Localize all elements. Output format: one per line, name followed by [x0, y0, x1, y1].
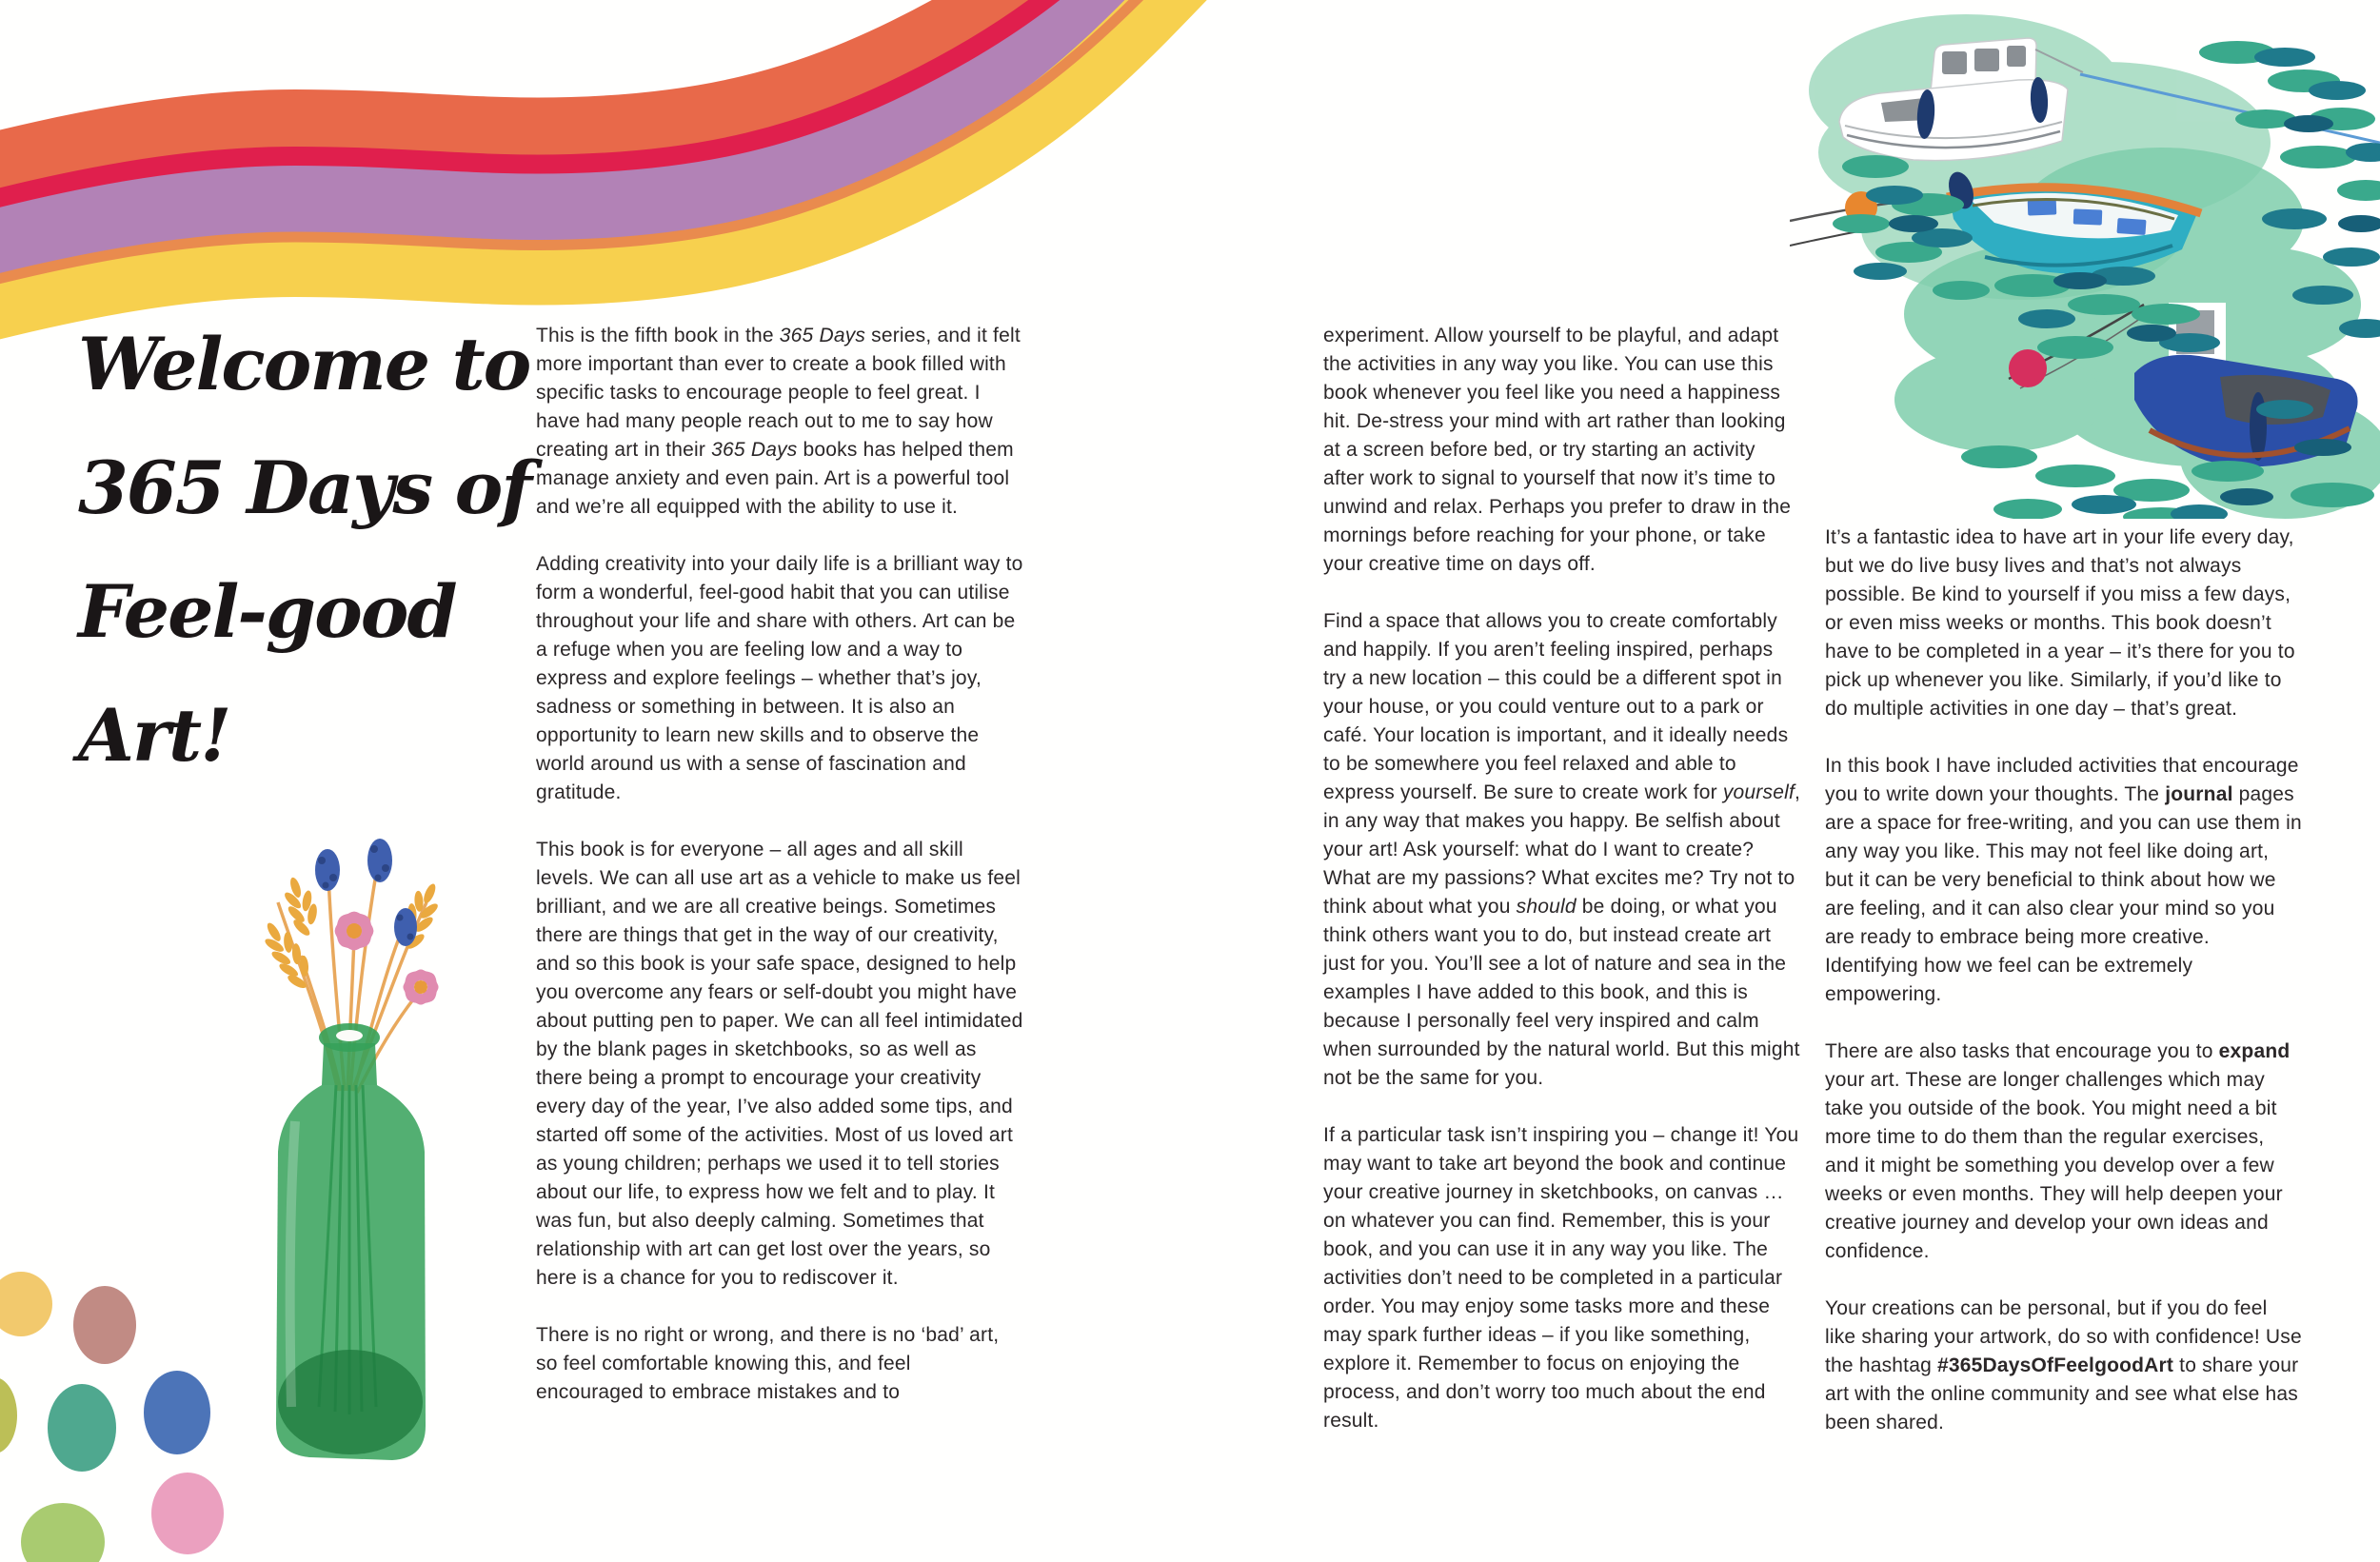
left-page-column — [536, 322, 1023, 1435]
rainbow-bands — [0, 0, 1328, 324]
paragraph: Adding creativity into your daily life is a brilliant way to form a wonderful, feel-good habit that you can utilise throughout your life and share with others. Art can be a refuge when you are feeling low and a way to express and explore feelings – whether that’s joy, sadness or something in between. It is also an opportunity to learn new skills and to observe the world around us with a sense of fascination and gratitude. — [536, 553, 1023, 803]
paint-dot-teal — [48, 1384, 116, 1472]
rowboat-seat — [2028, 199, 2057, 215]
bottle-neck — [322, 1043, 377, 1085]
pink-buoy — [2009, 349, 2047, 387]
flower-vase-illustration — [238, 836, 447, 1473]
green-bottle — [276, 1023, 426, 1460]
cabin-window — [1974, 49, 1999, 71]
paragraph: There is no right or wrong, and there is no ‘bad’ art, so feel comfortable knowing this, and feel encouraged to embrace mistakes and to — [536, 1324, 1000, 1403]
paint-dot-pink — [151, 1473, 224, 1554]
paragraph: This is the fifth book in the 365 Days series, and it felt more important than ever to create a book filled with specific tasks to encourage people to feel great. I have had many people reach out to me to say how creating art in their 365 Days books has helped them manage anxiety and even pain. Art is a powerful tool and we’re all equipped with the ability to use it. — [536, 325, 1021, 518]
paint-dot-green — [21, 1503, 105, 1562]
bottle-base-shadow — [278, 1350, 423, 1454]
title-line: Welcome to — [78, 322, 530, 406]
title-line: 365 Days of — [78, 445, 531, 530]
bottle-opening — [336, 1030, 363, 1041]
paint-dot-rose — [73, 1286, 136, 1364]
paragraph: Your creations can be personal, but if you do feel like sharing your artwork, do so with confidence! Use the hashtag #365DaysOfFeelgoodArt to share your art with the online community and see what else has been shared. — [1825, 1297, 2302, 1433]
rowboat-seat — [2073, 208, 2103, 225]
harbour-boats-illustration — [1790, 0, 2380, 519]
title-line: Art! — [78, 693, 230, 778]
paragraph: In this book I have included activities that encourage you to write down your thoughts. The journal pages are a space for free-writing, and you can use them in any way you like. This may not feel like doing art, but it can be very beneficial to think about how we are feeling, and it can also clear your mind so you are ready to embrace being more creative. Identifying how we feel can be extremely empowering. — [1825, 755, 2302, 1005]
right-page-column-right — [1825, 524, 2303, 1466]
paint-dot-yellow — [0, 1272, 52, 1336]
paint-dots-illustration — [0, 1256, 248, 1562]
page-title — [78, 303, 530, 798]
title-line: Feel-good — [78, 569, 456, 654]
rowboat-seat — [2116, 218, 2146, 235]
paint-dot-blue — [144, 1371, 210, 1454]
paragraph: There are also tasks that encourage you to expand your art. These are longer challenges which may take you outside of the book. You might need a bit more time to do them than the regular exercises, and it might be something you develop over a few weeks or even months. They will help deepen your creative journey and develop your own ideas and confidence. — [1825, 1040, 2291, 1262]
rudder — [2250, 392, 2267, 461]
paragraph: If a particular task isn’t inspiring you – change it! You may want to take art beyond the book and continue your creative journey in sketchbooks, on canvas … on whatever you can find. Remember, this is your book, and you can use it in any way you like. The activities don’t need to be completed in a particular order. You may enjoy some tasks more and these may spark further ideas – if you like something, explore it. Remember to focus on enjoying the process, and don’t worry too much about the end result. — [1323, 1124, 1799, 1432]
paragraph: experiment. Allow yourself to be playful, and adapt the activities in any way you like. You can use this book whenever you feel like you need a happiness hit. De-stress your mind with art rather than looking at a screen before bed, or try starting an activity after work to signal to yourself that now it’s time to unwind and relax. Perhaps you prefer to draw in the mornings before reaching for your phone, or take your creative time on days off. — [1323, 325, 1792, 575]
paint-dot-olive — [0, 1377, 17, 1453]
cabin-window — [2007, 46, 2026, 67]
right-page-column-left — [1323, 322, 1801, 1464]
paragraph: This book is for everyone – all ages and all skill levels. We can all use art as a vehicle to make us feel brilliant, and we are all creative beings. Sometimes there are things that get in the way of our creativity, and so this book is your safe space, designed to help you overcome any fears or self-doubt you might have about putting pen to paper. We can all feel intimidated by the blank pages in sketchbooks, so as well as there being a prompt to encourage your creativity every day of the year, I’ve also added some tips, and started off some of the activities. Most of us loved art as young children; perhaps we used it to tell stories about our life, to express how we felt and to play. It was fun, but also deeply calming. Sometimes that relationship with art can get lost over the years, so here is a chance for you to rediscover it. — [536, 839, 1023, 1289]
bottle-highlight — [290, 1121, 295, 1407]
paragraph: It’s a fantastic idea to have art in your life every day, but we do live busy lives and that’s not always possible. Be kind to yourself if you miss a few days, or even miss weeks or months. This book doesn’t have to be completed in a year – it’s there for you to pick up whenever you like. Similarly, if you’d like to do multiple activities in one day – that’s great. — [1825, 526, 2295, 720]
paragraph: Find a space that allows you to create comfortably and happily. If you aren’t feeling inspired, perhaps try a new location – this could be a different spot in your house, or you could venture out to a park or café. Your location is important, and it ideally needs to be somewhere you feel relaxed and able to express yourself. Be sure to create work for yourself, in any way that makes you happy. Be selfish about your art! Ask yourself: what do I want to create? What are my passions? What excites me? Try not to think about what you should be doing, or what you think others want you to do, but instead create art just for you. You’ll see a lot of nature and sea in the examples I have added to this book, and this is because I personally feel very inspired and calm when surrounded by the natural world. But this might not be the same for you. — [1323, 610, 1801, 1089]
cabin-window — [1942, 51, 1967, 74]
